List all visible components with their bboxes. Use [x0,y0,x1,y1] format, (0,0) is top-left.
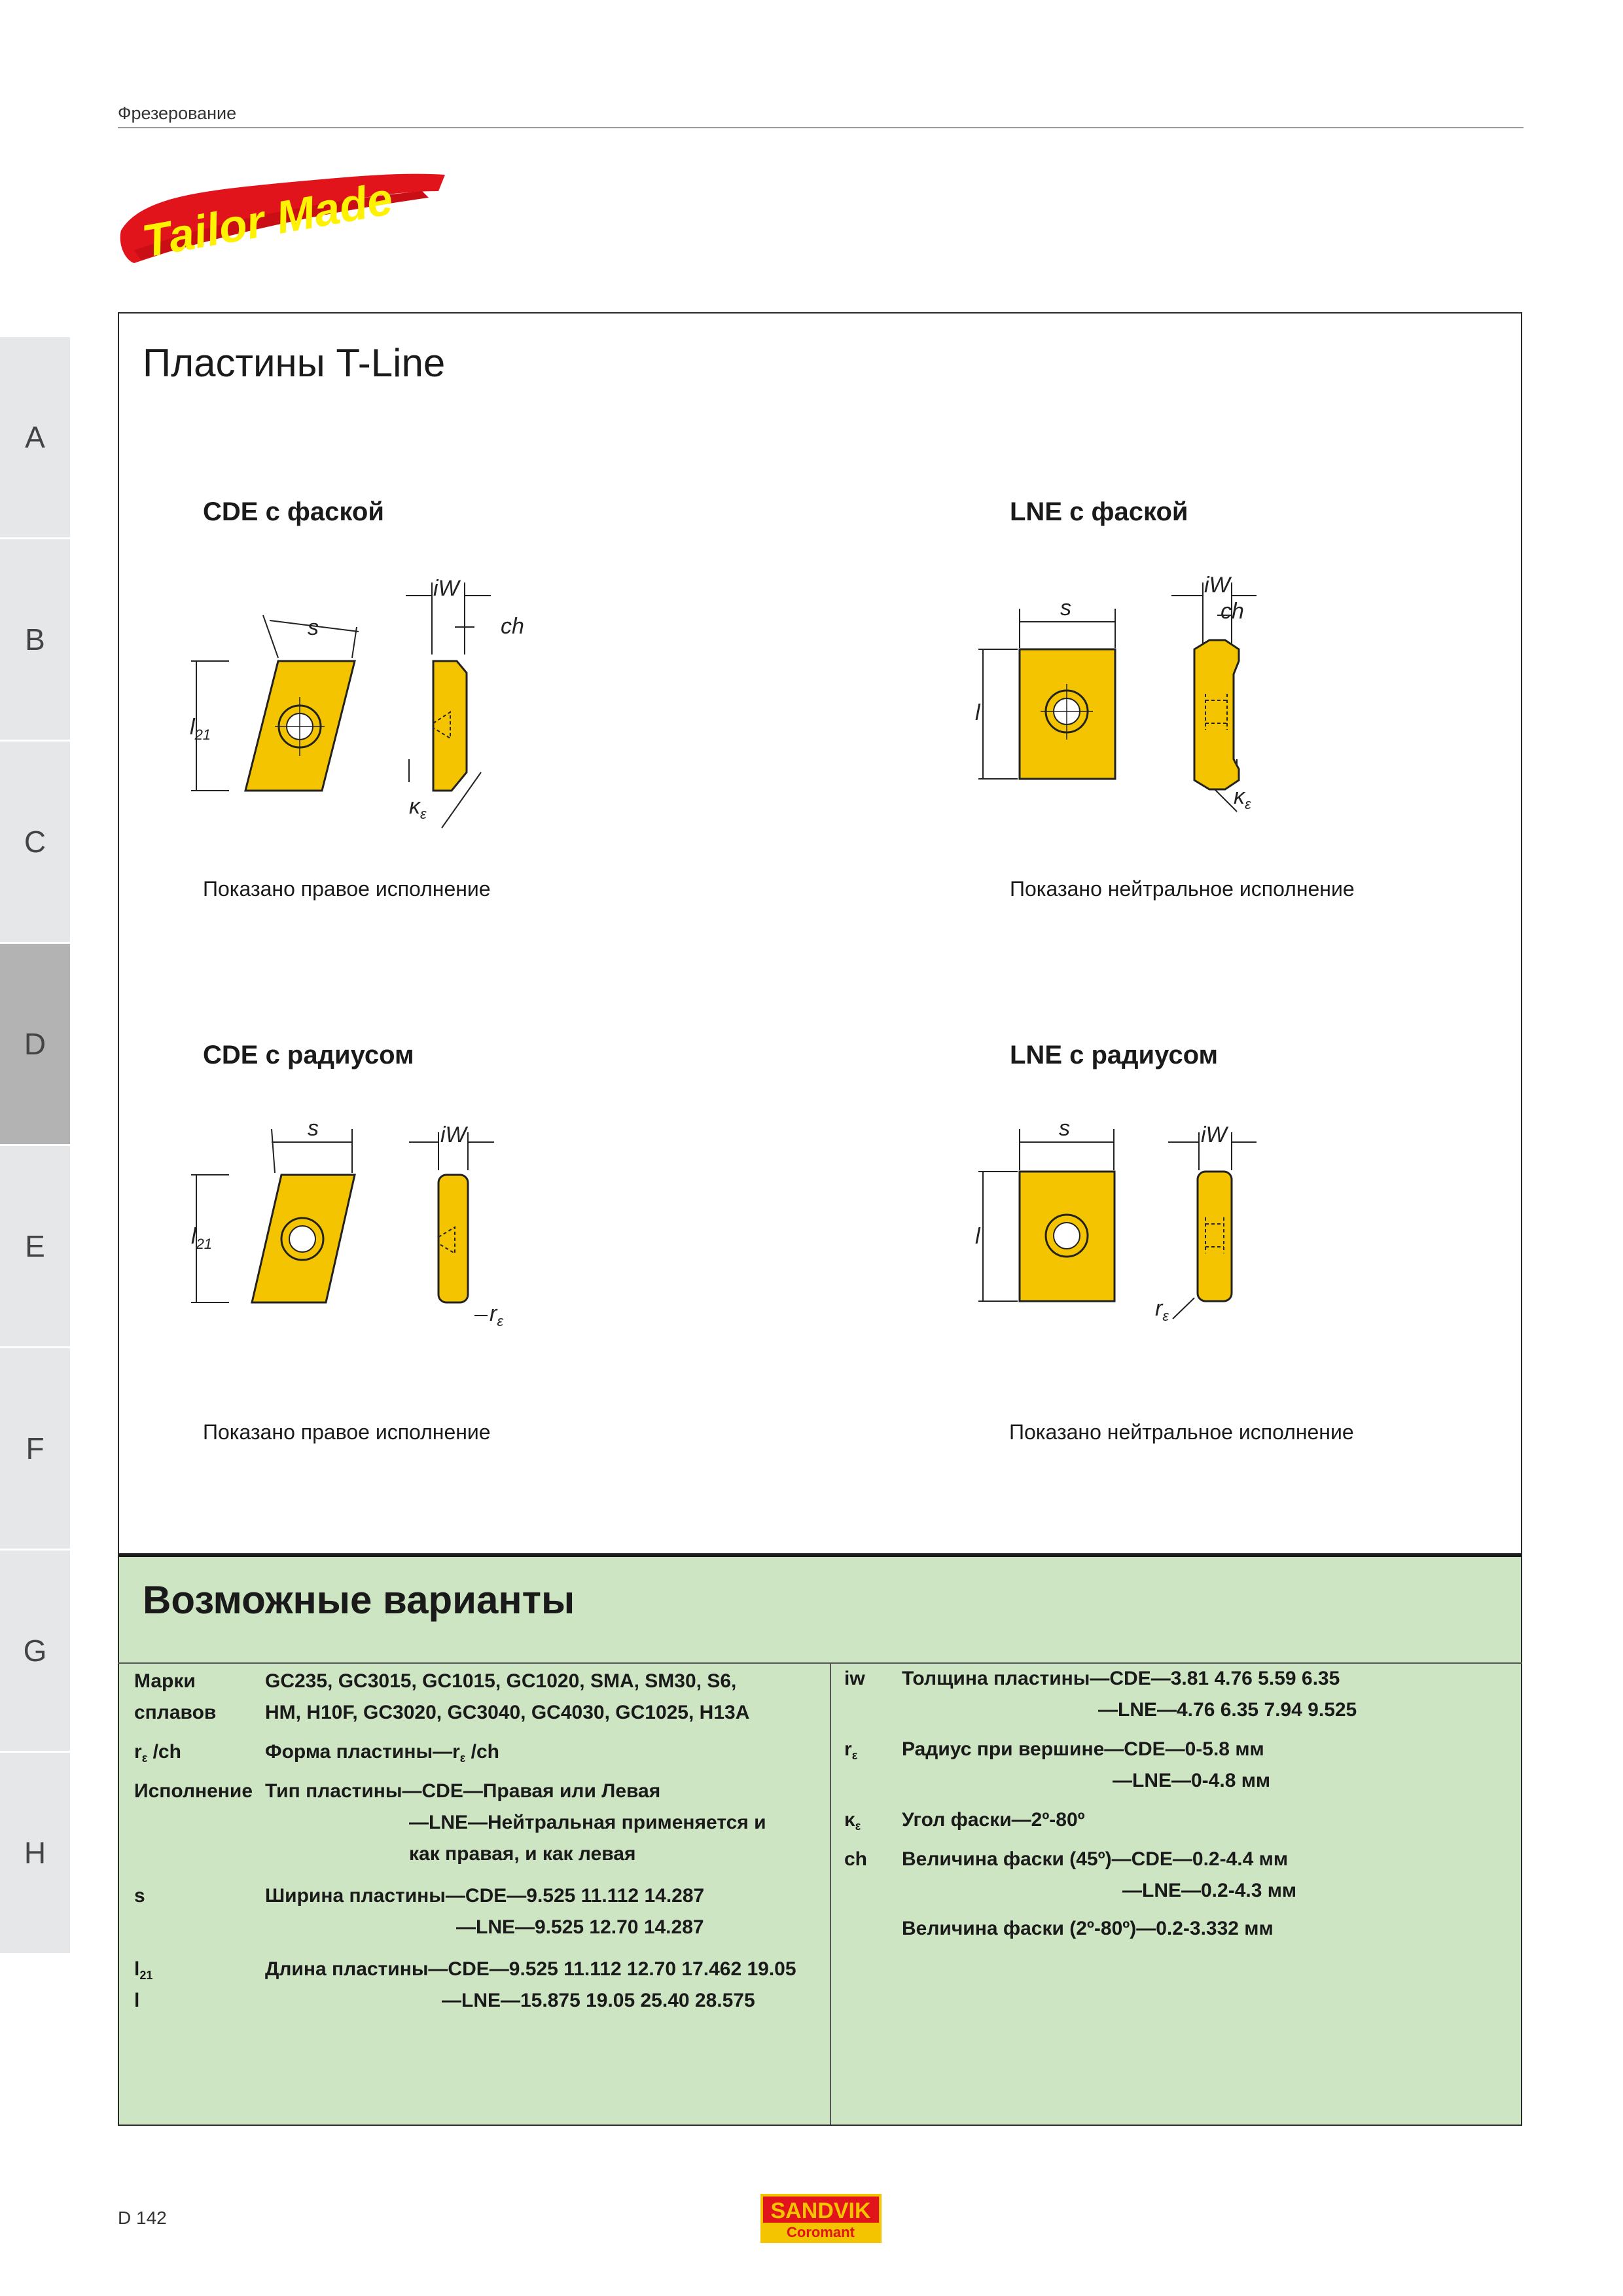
tab-c[interactable]: C [0,742,70,942]
variant-value: Тип пластины—CDE—Правая или Левая [265,1780,661,1802]
variant-value: —LNE—4.76 6.35 7.94 9.525 [1098,1699,1357,1721]
variant-label: $l_{21}$ [134,1958,153,1982]
cde-insert-side [433,661,467,791]
lne-chamfer-heading: LNE с фаской [1010,497,1188,526]
sandvik-coromant-logo [760,2194,882,2243]
variant-label: ch [844,1848,868,1870]
dim-iw: iW [433,576,459,601]
tab-b[interactable]: B [0,539,70,740]
variant-value: Величина фаски (45º)—CDE—0.2-4.4 мм [902,1848,1289,1870]
variant-value: Длина пластины—CDE—9.525 11.112 12.70 17.462 19.05 [265,1958,796,1980]
lne-chamfer-drawing [969,563,1322,825]
tailor-made-logo [115,152,448,270]
dim-iw: iW [440,1122,467,1147]
cde-chamfer-caption: Показано правое исполнение [203,877,491,901]
tab-f[interactable]: F [0,1348,70,1549]
dim-iw: iW [1204,573,1230,598]
variant-value: —LNE—0-4.8 мм [1113,1770,1271,1791]
variant-value: Ширина пластины—CDE—9.525 11.112 14.287 [265,1885,705,1907]
variant-value: Форма $пластины—r_\varepsilon$ /ch [265,1741,500,1765]
lne-radius-caption: Показано нейтральное исполнение [1009,1420,1354,1444]
svg-text:Tailor Made: Tailor Made [138,172,397,267]
tab-g[interactable]: G [0,1551,70,1751]
variants-column-divider [830,1662,831,2125]
dim-kappa: $\kappa_\varepsilon$ [1234,784,1251,812]
page-title: Пластины T-Line [143,341,446,385]
dim-r: $r_\varepsilon$ [1155,1296,1169,1324]
dim-l21: $l_{21}$ [191,1224,213,1252]
variant-value: —LNE—0.2-4.3 мм [1122,1880,1297,1901]
variant-value: Радиус при вершине—CDE—0-5.8 мм [902,1738,1264,1760]
dim-kappa: $\kappa_\varepsilon$ [409,794,427,822]
dim-s: s [1059,1116,1070,1141]
insert-hole-inner [289,1226,315,1252]
page-number: D 142 [118,2208,167,2228]
insert-hole-inner [1054,1223,1080,1249]
variant-label: l [134,1990,140,2011]
cde-radius-drawing [177,1113,543,1335]
variant-label: s [134,1885,145,1907]
section-title: Фрезерование [118,103,237,123]
svg-text:Coromant: Coromant [787,2224,855,2240]
variant-value: Угол фаски—2º-80º [902,1809,1085,1831]
variant-label: $r_\varepsilon$ [844,1738,858,1762]
variant-label: Исполнение [134,1780,253,1802]
tab-e[interactable]: E [0,1146,70,1346]
variant-value: —LNE—Нейтральная применяется и [409,1812,766,1833]
lne-insert-side [1198,1172,1232,1301]
dim-s: s [308,1116,319,1141]
tab-d[interactable]: D [0,944,70,1144]
cde-radius-heading: CDE с радиусом [203,1041,414,1069]
variant-value: —LNE—9.525 12.70 14.287 [456,1916,704,1938]
lne-insert-side [1194,640,1239,789]
dim-s: s [308,615,319,640]
dim-r: $r_\varepsilon$ [490,1301,503,1329]
tab-h[interactable]: H [0,1753,70,1953]
variant-label: сплавов [134,1702,217,1723]
header-divider [118,127,1524,128]
variant-value: Величина фаски (2º-80º)—0.2-3.332 мм [902,1918,1274,1939]
variant-value: GC235, GC3015, GC1015, GC1020, SMA, SM30, S6, [265,1670,737,1692]
variant-label: $\kappa_\varepsilon$ [844,1809,861,1833]
dim-l: l [975,1224,980,1249]
variant-label: Марки [134,1670,196,1692]
cde-chamfer-heading: CDE с фаской [203,497,384,526]
cde-insert-side [438,1175,468,1302]
dim-l21: $l_{21}$ [190,715,211,743]
lne-chamfer-caption: Показано нейтральное исполнение [1010,877,1355,901]
svg-text:SANDVIK: SANDVIK [770,2198,871,2223]
tab-a[interactable]: A [0,337,70,537]
variant-value: как правая, и как левая [409,1843,636,1865]
dim-ch: ch [501,614,524,639]
variants-title: Возможные варианты [143,1578,575,1622]
lne-radius-drawing [969,1113,1322,1329]
variant-value: HM, H10F, GC3020, GC3040, GC4030, GC1025, H13A [265,1702,750,1723]
variant-label: $r_\varepsilon$ /ch [134,1741,181,1765]
dim-ch: ch [1221,599,1244,624]
cde-radius-caption: Показано правое исполнение [203,1420,491,1444]
dim-iw: iW [1201,1122,1227,1147]
variant-value: Толщина пластины—CDE—3.81 4.76 5.59 6.35 [902,1668,1340,1689]
variant-value: —LNE—15.875 19.05 25.40 28.575 [442,1990,755,2011]
dim-s: s [1060,596,1071,620]
variants-panel [118,1554,1522,2126]
dim-l: l [975,700,980,725]
variant-label: iw [844,1668,865,1689]
cde-chamfer-drawing [177,563,543,838]
lne-radius-heading: LNE с радиусом [1010,1041,1219,1069]
